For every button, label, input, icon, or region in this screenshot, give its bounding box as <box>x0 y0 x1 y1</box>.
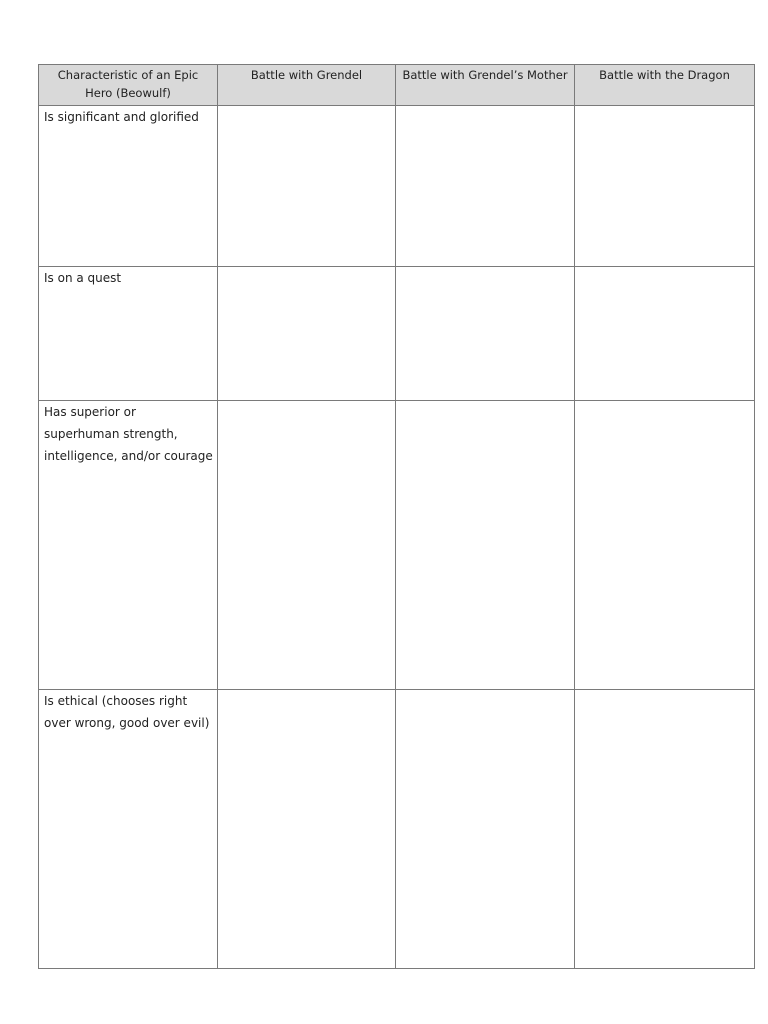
header-battle-grendels-mother: Battle with Grendel’s Mother <box>396 65 575 106</box>
table-row <box>39 401 755 690</box>
grendel-answer-cell[interactable] <box>218 401 396 690</box>
characteristic-cell: Is ethical (chooses right over wrong, good over evil) <box>39 690 218 969</box>
characteristic-cell: Is significant and glorified <box>39 106 218 267</box>
header-battle-dragon: Battle with the Dragon <box>575 65 755 106</box>
header-characteristic: Characteristic of an Epic Hero (Beowulf) <box>39 65 218 106</box>
header-battle-grendel: Battle with Grendel <box>218 65 396 106</box>
table-row <box>39 106 755 267</box>
grendels-mother-answer-cell[interactable] <box>396 106 575 267</box>
grendel-answer-cell[interactable] <box>218 690 396 969</box>
grendels-mother-answer-cell[interactable] <box>396 401 575 690</box>
dragon-answer-cell[interactable] <box>575 690 755 969</box>
table-row <box>39 690 755 969</box>
grendel-answer-cell[interactable] <box>218 106 396 267</box>
epic-hero-table <box>38 64 755 969</box>
characteristic-cell: Has superior or superhuman strength, intelligence, and/or courage <box>39 401 218 690</box>
dragon-answer-cell[interactable] <box>575 106 755 267</box>
characteristic-cell: Is on a quest <box>39 267 218 401</box>
table-row <box>39 267 755 401</box>
dragon-answer-cell[interactable] <box>575 267 755 401</box>
dragon-answer-cell[interactable] <box>575 401 755 690</box>
grendel-answer-cell[interactable] <box>218 267 396 401</box>
grendels-mother-answer-cell[interactable] <box>396 690 575 969</box>
grendels-mother-answer-cell[interactable] <box>396 267 575 401</box>
header-row <box>39 65 755 106</box>
